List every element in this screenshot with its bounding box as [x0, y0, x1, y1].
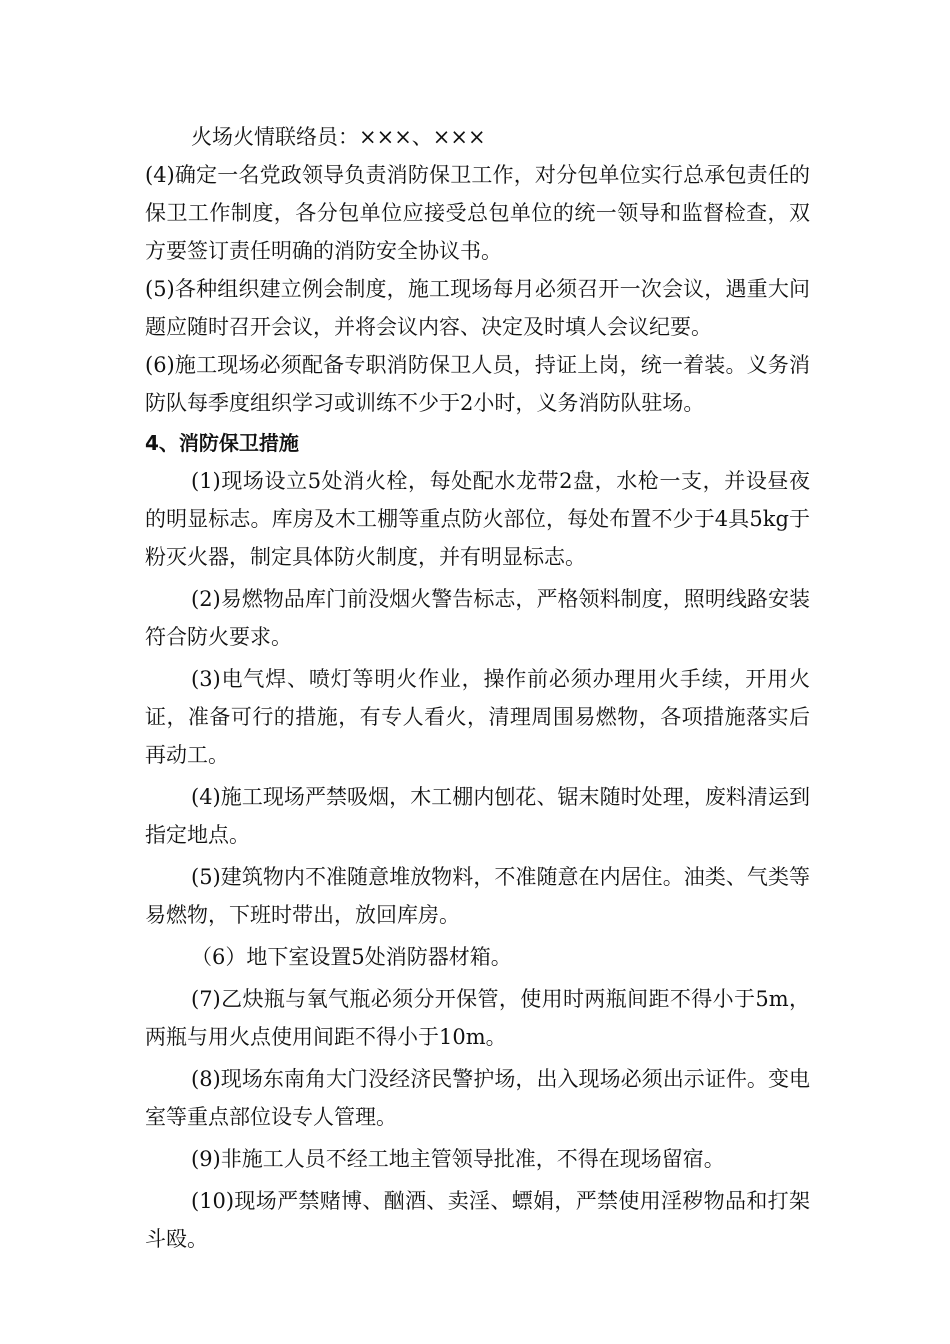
measure-item-2: (2)易燃物品库门前没烟火警告标志，严格领料制度，照明线路安装符合防火要求。	[145, 587, 810, 649]
measure-item-3: (3)电气焊、喷灯等明火作业，操作前必须办理用火手续，开用火证，准备可行的措施，有专人看火，清理周围易燃物，各项措施落实后再动工。	[145, 667, 810, 767]
document-body	[145, 118, 810, 1258]
org-item-6: (6)施工现场必须配备专职消防保卫人员，持证上岗，统一着装。义务消防队每季度组织学习或训练不少于2小时，义务消防队驻场。	[145, 353, 810, 415]
measure-item-9: (9)非施工人员不经工地主管领导批准，不得在现场留宿。	[191, 1147, 725, 1171]
org-item-4: (4)确定一名党政领导负责消防保卫工作，对分包单位实行总承包责任的保卫工作制度，各分包单位应接受总包单位的统一领导和监督检查，双方要签订责任明确的消防安全协议书。	[145, 163, 810, 263]
org-item-5: (5)各种组织建立例会制度，施工现场每月必须召开一次会议，遇重大问题应随时召开会议，并将会议内容、决定及时填人会议纪要。	[145, 277, 810, 339]
measure-item-4: (4)施工现场严禁吸烟，木工棚内刨花、锯末随时处理，废料清运到指定地点。	[145, 785, 810, 847]
measure-item-1: (1)现场设立5处消火栓，每处配水龙带2盘，水枪一支，并设昼夜的明显标志。库房及木工棚等重点防火部位，每处布置不少于4具5kg于粉灭火器，制定具体防火制度，并有明显标志。	[145, 469, 810, 569]
measure-item-7: (7)乙炔瓶与氧气瓶必须分开保管，使用时两瓶间距不得小于5m，两瓶与用火点使用间距不得小于10m。	[145, 987, 810, 1049]
measure-item-6: （6）地下室设置5处消防器材箱。	[191, 945, 512, 969]
measure-item-8: (8)现场东南角大门没经济民警护场，出入现场必须出示证件。变电室等重点部位设专人管理。	[145, 1067, 810, 1129]
fire-liaison-line: 火场火情联络员：×××、×××	[191, 125, 486, 149]
measure-item-5: (5)建筑物内不准随意堆放物料，不准随意在内居住。油类、气类等易燃物，下班时带出，放回库房。	[145, 865, 810, 927]
section-heading: 4、消防保卫措施	[145, 431, 299, 455]
measure-item-10: (10)现场严禁赌博、酗酒、卖淫、螵娟，严禁使用淫秽物品和打架斗殴。	[145, 1189, 810, 1251]
